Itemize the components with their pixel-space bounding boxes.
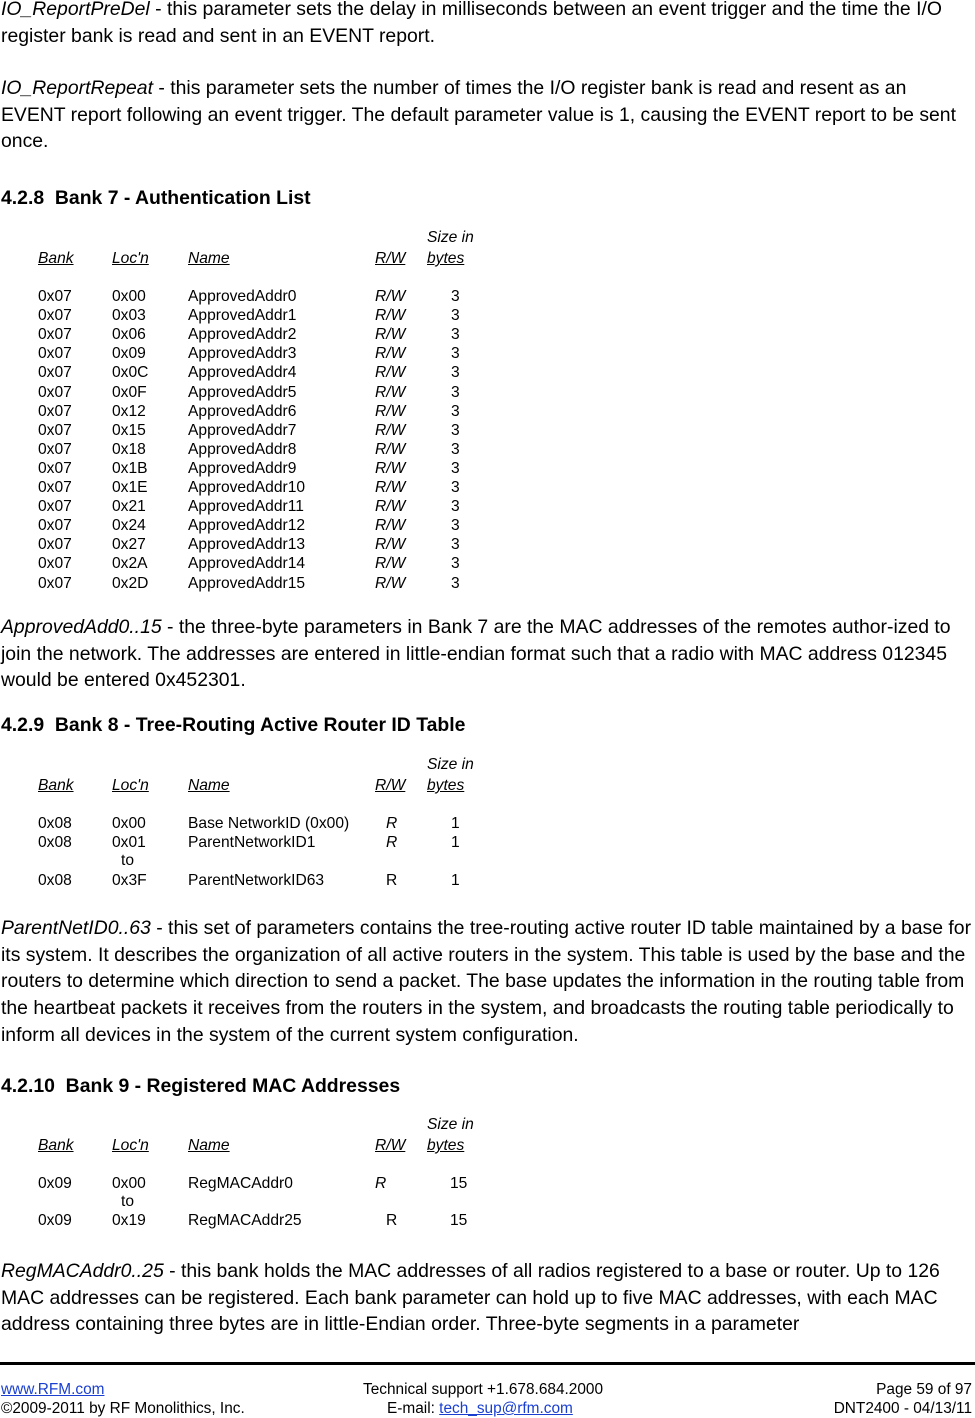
table-cell-name: ApprovedAddr14 (188, 555, 306, 573)
footer-divider (0, 1362, 975, 1365)
term-regmacaddr: RegMACAddr0..25 (1, 1260, 164, 1282)
table-cell-size: 3 (451, 440, 460, 458)
table-cell-locn: 0x12 (112, 402, 146, 420)
table-cell-name: ApprovedAddr4 (188, 364, 297, 382)
header-rw: R/W (375, 1137, 406, 1154)
table-cell-name: ApprovedAddr0 (188, 288, 297, 305)
range-to-label: to (121, 1193, 135, 1210)
table-cell-rw: R/W (375, 421, 406, 439)
table-cell-locn: 0x03 (112, 307, 146, 325)
table-cell-bank: 0x07 (38, 459, 72, 477)
paragraph-text: - this parameter sets the delay in milliseconds between an event trigger and the time the I/O register bank is read and sent in an EVENT report. (1, 0, 942, 47)
table-cell-rw: R/W (375, 326, 406, 344)
table-cell-locn: 0x19 (112, 1212, 146, 1229)
table-cell-locn: 0x01 (112, 834, 146, 851)
table-cell-name: ApprovedAddr9 (188, 459, 297, 477)
bank9-table (0, 1115, 500, 1235)
table-cell-bank: 0x07 (38, 345, 72, 363)
table-cell-bank: 0x07 (38, 574, 72, 592)
table-cell-size: 3 (451, 421, 460, 439)
table-cell-bank: 0x07 (38, 479, 72, 496)
table-cell-locn: 0x24 (112, 517, 146, 535)
paragraph-text: - the three-byte parameters in Bank 7 are the MAC addresses of the remotes author-ized to join the network. The addresses are entered in little-endian format such that a radio with MAC address 012345 would be entered 0x452301. (1, 616, 951, 692)
table-cell-size: 3 (451, 402, 460, 420)
table-cell-bank: 0x07 (38, 421, 72, 439)
table-cell-rw: R/W (375, 498, 406, 516)
table-cell-locn: 0x06 (112, 326, 146, 344)
table-cell-size: 3 (451, 479, 460, 496)
table-cell-locn: 0x15 (112, 421, 146, 439)
footer-email-label: E-mail: (387, 1400, 440, 1417)
term-io-reportpredel: IO_ReportPreDel (1, 0, 150, 20)
table-cell-bank: 0x07 (38, 402, 72, 420)
header-locn: Loc'n (112, 1137, 149, 1154)
table-cell-name: RegMACAddr0 (188, 1175, 293, 1192)
table-cell-bank: 0x07 (38, 555, 72, 573)
header-bytes: bytes (427, 250, 465, 267)
header-size-in: Size in (427, 1116, 474, 1133)
table-cell-rw: R/W (375, 345, 406, 363)
table-cell-locn: 0x18 (112, 440, 146, 458)
table-cell-locn: 0x09 (112, 345, 146, 363)
paragraph-io-reportrepeat (1, 75, 973, 155)
table-cell-name: ApprovedAddr12 (188, 517, 306, 535)
table-cell-bank: 0x07 (38, 517, 72, 535)
paragraph-text: - this set of parameters contains the tree-routing active router ID table maintained by a base for its system. It describes the organization of all active routers in the system. This table is used by the base and the routers to determine which direction to send a packet. The base updates the information in the routing table from the heartbeat packets it receives from the routers in the system, and broadcasts the routing table periodically to inform all devices in the system of the current system configuration. (1, 917, 972, 1046)
header-bank: Bank (38, 250, 74, 267)
table-cell-rw: R/W (375, 517, 406, 535)
table-cell-size: 1 (451, 834, 460, 851)
header-rw: R/W (375, 777, 406, 794)
paragraph-text: - this parameter sets the number of times the I/O register bank is read and resent as an EVENT report following an event trigger. The default parameter value is 1, causing the EVENT report to be sent once. (1, 77, 956, 153)
table-cell-rw: R/W (375, 440, 406, 458)
table-cell-locn: 0x00 (112, 288, 146, 305)
table-cell-size: 1 (451, 872, 460, 889)
table-cell-rw: R/W (375, 536, 406, 554)
table-cell-rw: R (386, 815, 398, 832)
table-cell-rw: R/W (375, 479, 406, 496)
table-cell-rw: R (386, 1212, 398, 1229)
table-cell-bank: 0x09 (38, 1212, 72, 1229)
table-cell-bank: 0x07 (38, 536, 72, 554)
table-cell-size: 15 (450, 1175, 468, 1192)
section-heading-4-2-10: 4.2.10 Bank 9 - Registered MAC Addresses (1, 1075, 401, 1097)
table-cell-locn: 0x0C (112, 364, 149, 382)
table-cell-locn: 0x1B (112, 459, 148, 477)
header-size-in: Size in (427, 229, 474, 246)
table-cell-size: 3 (451, 383, 460, 401)
table-cell-size: 3 (451, 517, 460, 535)
table-cell-bank: 0x07 (38, 440, 72, 458)
table-cell-locn: 0x0F (112, 383, 147, 401)
table-cell-locn: 0x27 (112, 536, 146, 554)
footer-page-number: Page 59 of 97 (876, 1381, 972, 1398)
table-cell-name: ParentNetworkID63 (188, 872, 325, 889)
header-locn: Loc'n (112, 777, 149, 794)
table-cell-rw: R/W (375, 402, 406, 420)
footer-support-phone: Technical support +1.678.684.2000 (363, 1381, 604, 1398)
table-cell-bank: 0x07 (38, 498, 72, 516)
table-cell-rw: R/W (375, 459, 406, 477)
footer-email-link[interactable]: tech_sup@rfm.com (439, 1400, 573, 1417)
table-cell-bank: 0x07 (38, 307, 72, 325)
bank7-table (0, 228, 500, 598)
table-cell-rw: R/W (375, 574, 406, 592)
header-bank: Bank (38, 1137, 74, 1154)
table-cell-bank: 0x07 (38, 326, 72, 344)
table-cell-rw: R (386, 834, 398, 851)
table-cell-name: Base NetworkID (0x00) (188, 815, 350, 832)
table-cell-size: 3 (451, 326, 460, 344)
header-bytes: bytes (427, 1137, 465, 1154)
table-cell-size: 3 (451, 536, 460, 554)
table-cell-locn: 0x3F (112, 872, 147, 889)
table-cell-rw: R/W (375, 555, 406, 573)
table-cell-rw: R/W (375, 307, 406, 325)
table-cell-bank: 0x08 (38, 815, 72, 832)
table-cell-bank: 0x08 (38, 872, 72, 889)
table-cell-size: 1 (451, 815, 460, 832)
table-cell-rw: R (375, 1175, 387, 1192)
table-cell-name: ApprovedAddr7 (188, 421, 297, 439)
bank8-table (0, 755, 500, 895)
table-cell-bank: 0x08 (38, 834, 72, 851)
table-cell-rw: R/W (375, 383, 406, 401)
footer-website-link[interactable]: www.RFM.com (1, 1381, 105, 1398)
table-cell-size: 3 (451, 459, 460, 477)
table-cell-size: 3 (451, 364, 460, 382)
table-cell-name: RegMACAddr25 (188, 1212, 302, 1229)
header-locn: Loc'n (112, 250, 149, 267)
table-cell-rw: R (386, 872, 398, 889)
table-cell-name: ApprovedAddr8 (188, 440, 297, 458)
section-heading-4-2-8: 4.2.8 Bank 7 - Authentication List (1, 187, 311, 209)
table-cell-locn: 0x21 (112, 498, 146, 516)
term-io-reportrepeat: IO_ReportRepeat (1, 77, 153, 99)
term-parentnetid: ParentNetID0..63 (1, 917, 151, 939)
table-cell-name: ApprovedAddr1 (188, 307, 297, 325)
header-name: Name (188, 777, 230, 794)
table-cell-name: ApprovedAddr13 (188, 536, 306, 554)
table-cell-bank: 0x07 (38, 364, 72, 382)
table-cell-locn: 0x00 (112, 1175, 146, 1192)
table-cell-size: 3 (451, 498, 460, 516)
footer-email (387, 1399, 573, 1418)
table-cell-size: 3 (451, 345, 460, 363)
table-cell-bank: 0x07 (38, 383, 72, 401)
range-to-label: to (121, 852, 135, 869)
table-cell-rw: R/W (375, 364, 406, 382)
table-cell-name: ApprovedAddr3 (188, 345, 297, 363)
table-cell-name: ApprovedAddr6 (188, 402, 297, 420)
table-cell-rw: R/W (375, 288, 406, 305)
table-cell-size: 3 (451, 307, 460, 325)
paragraph-io-reportpredel (1, 0, 973, 49)
paragraph-parentnetid (1, 915, 973, 1049)
paragraph-approvedaddr (1, 614, 973, 694)
table-cell-bank: 0x09 (38, 1175, 72, 1192)
header-name: Name (188, 250, 230, 267)
table-cell-bank: 0x07 (38, 288, 72, 305)
footer-copyright: ©2009-2011 by RF Monolithics, Inc. (1, 1400, 245, 1417)
table-cell-size: 3 (451, 574, 460, 592)
header-rw: R/W (375, 250, 406, 267)
table-cell-size: 3 (451, 288, 460, 305)
paragraph-text: - this bank holds the MAC addresses of all radios registered to a base or router. Up to 126 MAC addresses can be registered. Each bank parameter can hold up to five MAC addresses, with each MAC address containing three bytes are in little-Endian order. Three-byte segments in a parameter (1, 1260, 940, 1336)
table-cell-name: ApprovedAddr10 (188, 479, 306, 496)
table-cell-name: ApprovedAddr5 (188, 383, 297, 401)
table-cell-name: ApprovedAddr2 (188, 326, 297, 344)
table-cell-size: 3 (451, 555, 460, 573)
table-cell-locn: 0x1E (112, 479, 148, 496)
header-bank: Bank (38, 777, 74, 794)
table-cell-locn: 0x2D (112, 574, 149, 592)
paragraph-regmacaddr (1, 1258, 973, 1338)
header-bytes: bytes (427, 777, 465, 794)
table-cell-size: 15 (450, 1212, 468, 1229)
table-cell-name: ApprovedAddr15 (188, 574, 306, 592)
table-cell-locn: 0x00 (112, 815, 146, 832)
table-cell-name: ApprovedAddr11 (188, 498, 304, 516)
section-heading-4-2-9: 4.2.9 Bank 8 - Tree-Routing Active Router ID Table (1, 714, 466, 736)
table-cell-locn: 0x2A (112, 555, 148, 573)
table-cell-name: ParentNetworkID1 (188, 834, 316, 851)
header-name: Name (188, 1137, 230, 1154)
header-size-in: Size in (427, 756, 474, 773)
term-approvedadd: ApprovedAdd0..15 (1, 616, 162, 638)
footer-doc-id: DNT2400 - 04/13/11 (833, 1400, 972, 1417)
